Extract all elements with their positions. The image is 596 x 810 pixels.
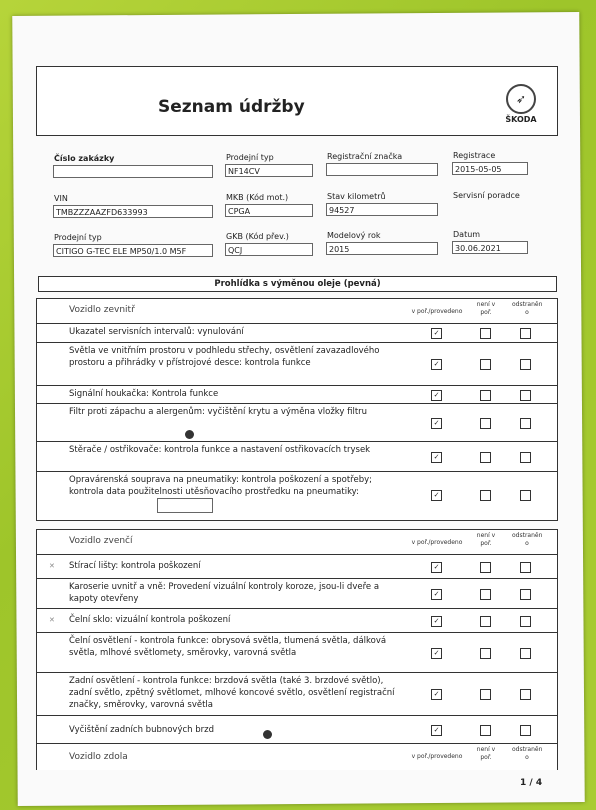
checklist-row — [37, 716, 557, 743]
checkbox-done[interactable]: ✓ — [431, 589, 442, 600]
checkbox-done[interactable]: ✓ — [431, 562, 442, 573]
checklist-row — [37, 609, 557, 633]
column-header-done: v poř./provedeno — [411, 308, 463, 315]
checklist-row — [37, 324, 557, 343]
item-text: Čelní osvětlení - kontrola funkce: obrysová světla, tlumená světla, dálková světla, mlhové světlomety, směrovky, varovná světla — [69, 636, 387, 658]
field-label-registration-date: Registrace — [453, 151, 496, 160]
field-label-model-year: Modelový rok — [327, 231, 381, 240]
checkbox-not-ok[interactable] — [480, 648, 491, 659]
field-label-date: Datum — [453, 230, 481, 239]
checkbox-removed[interactable] — [520, 648, 531, 659]
item-text: Stěrače / ostřikovače: kontrola funkce a nastavení ostřikovacích trysek — [69, 445, 371, 455]
checkbox-not-ok[interactable] — [480, 359, 491, 370]
field-label-registration-plate: Registrační značka — [327, 152, 403, 161]
group-header — [37, 744, 557, 768]
checkbox-not-ok[interactable] — [480, 725, 491, 736]
checkbox-removed[interactable] — [520, 418, 531, 429]
checkbox-removed[interactable] — [520, 490, 531, 501]
checkbox-not-ok[interactable] — [480, 562, 491, 573]
group-title: Vozidlo zdola — [69, 752, 128, 762]
column-header-not-ok: není v poř. — [476, 532, 496, 547]
column-header-not-ok: není v poř. — [476, 301, 496, 316]
page-title: Seznam údržby — [158, 97, 305, 117]
checkbox-not-ok[interactable] — [480, 589, 491, 600]
column-header-done: v poř./provedeno — [411, 753, 463, 760]
item-text: Světla ve vnitřním prostoru v podhledu střechy, osvětlení zavazadlového prostoru a přihrádky v přístrojové desce: kontrola funkce — [69, 346, 380, 368]
checkbox-not-ok[interactable] — [480, 328, 491, 339]
checklist-row — [37, 673, 557, 716]
checkbox-not-ok[interactable] — [480, 616, 491, 627]
group-title: Vozidlo zevnitř — [69, 305, 135, 315]
checkbox-not-ok[interactable] — [480, 490, 491, 501]
checkbox-not-ok[interactable] — [480, 390, 491, 401]
column-header-done: v poř./provedeno — [411, 539, 463, 546]
field-value-engine-code[interactable]: CPGA — [225, 204, 313, 217]
skoda-logo — [503, 84, 539, 124]
field-value-sales-type[interactable]: NF14CV — [225, 164, 313, 177]
group-interior — [36, 298, 558, 521]
column-header-not-ok: není v poř. — [476, 746, 496, 761]
page-number: 1 / 4 — [520, 778, 543, 788]
checklist-row — [37, 404, 557, 442]
group-exterior — [36, 529, 558, 744]
info-dot-icon — [263, 724, 272, 743]
item-text: Ukazatel servisních intervalů: vynulování — [69, 327, 244, 337]
row-mark-icon: ✕ — [49, 562, 55, 570]
group-header — [37, 530, 557, 555]
field-value-order[interactable] — [53, 165, 213, 178]
checkbox-done[interactable]: ✓ — [431, 452, 442, 463]
column-header-removed: odstraněn o — [512, 532, 543, 547]
field-label-model-type: Prodejní typ — [54, 233, 102, 242]
checklist-row — [37, 579, 557, 609]
skoda-arrow-icon: ➶ — [506, 84, 536, 114]
group-title: Vozidlo zvenčí — [69, 536, 133, 546]
item-text: Zadní osvětlení - kontrola funkce: brzdová světla (také 3. brzdové světlo), zadní světlo, zpětný světlomet, mlhové koncové světlo, osvětlení registrační značky, směrovky, varovná světla — [69, 676, 395, 710]
checkbox-done[interactable]: ✓ — [431, 648, 442, 659]
checklist-row — [37, 442, 557, 472]
row-mark-icon: ✕ — [49, 616, 55, 624]
item-text: Opravárenská souprava na pneumatiky: kontrola poškození a spotřeby; kontrola data použitelnosti utěsňovacího prostředku na pneumatiky: — [69, 475, 372, 497]
item-text: Filtr proti zápachu a alergenům: vyčištění krytu a výměna vložky filtru — [69, 407, 368, 417]
field-value-date[interactable]: 30.06.2021 — [452, 241, 528, 254]
checkbox-removed[interactable] — [520, 589, 531, 600]
checkbox-not-ok[interactable] — [480, 418, 491, 429]
field-value-gearbox-code[interactable]: QCJ — [225, 243, 313, 256]
checkbox-done[interactable]: ✓ — [431, 616, 442, 627]
checkbox-removed[interactable] — [520, 562, 531, 573]
checkbox-not-ok[interactable] — [480, 689, 491, 700]
checklist-row — [37, 472, 557, 520]
field-value-registration-plate[interactable] — [326, 163, 438, 176]
checkbox-done[interactable]: ✓ — [431, 490, 442, 501]
checkbox-done[interactable]: ✓ — [431, 390, 442, 401]
field-label-mileage: Stav kilometrů — [327, 192, 386, 201]
field-value-vin[interactable]: TMBZZZAAZFD633993 — [53, 205, 213, 218]
field-label-service-advisor: Servisní poradce — [453, 191, 520, 200]
group-header — [37, 299, 557, 324]
checkbox-not-ok[interactable] — [480, 452, 491, 463]
column-header-removed: odstraněn o — [512, 746, 543, 761]
sealant-date-input[interactable] — [157, 498, 213, 513]
field-value-registration-date[interactable]: 2015-05-05 — [452, 162, 528, 175]
checkbox-done[interactable]: ✓ — [431, 328, 442, 339]
group-underbody — [36, 743, 558, 770]
field-value-model-year[interactable]: 2015 — [326, 242, 438, 255]
item-text: Stírací lišty: kontrola poškození — [69, 561, 201, 571]
field-value-mileage[interactable]: 94527 — [326, 203, 438, 216]
field-label-vin: VIN — [54, 194, 68, 203]
checkbox-done[interactable]: ✓ — [431, 359, 442, 370]
checkbox-removed[interactable] — [520, 616, 531, 627]
field-value-model-type[interactable]: CITIGO G-TEC ELE MP50/1.0 M5F — [53, 244, 213, 257]
checkbox-removed[interactable] — [520, 359, 531, 370]
checklist-row — [37, 555, 557, 579]
checkbox-removed[interactable] — [520, 328, 531, 339]
item-text: Čelní sklo: vizuální kontrola poškození — [69, 615, 231, 625]
checkbox-done[interactable]: ✓ — [431, 725, 442, 736]
info-dot-icon — [185, 424, 194, 443]
section-title: Prohlídka s výměnou oleje (pevná) — [38, 276, 557, 292]
field-label-order: Číslo zakázky — [54, 154, 115, 163]
item-text: Karoserie uvnitř a vně: Provedení vizuální kontroly koroze, jsou-li dveře a kapoty otevřeny — [69, 582, 380, 604]
item-text: Signální houkačka: Kontrola funkce — [69, 389, 219, 399]
checkbox-done[interactable]: ✓ — [431, 689, 442, 700]
field-label-engine-code: MKB (Kód mot.) — [226, 193, 289, 202]
checklist-row — [37, 386, 557, 404]
checkbox-removed[interactable] — [520, 390, 531, 401]
field-label-gearbox-code: GKB (Kód přev.) — [226, 232, 289, 241]
checkbox-removed[interactable] — [520, 725, 531, 736]
brand-name: ŠKODA — [505, 115, 537, 124]
checklist-row — [37, 343, 557, 386]
item-text: Vyčištění zadních bubnových brzd — [69, 725, 215, 735]
field-label-sales-type: Prodejní typ — [226, 153, 274, 162]
checklist-row — [37, 633, 557, 673]
checkbox-removed[interactable] — [520, 689, 531, 700]
column-header-removed: odstraněn o — [512, 301, 543, 316]
checkbox-removed[interactable] — [520, 452, 531, 463]
checkbox-done[interactable]: ✓ — [431, 418, 442, 429]
